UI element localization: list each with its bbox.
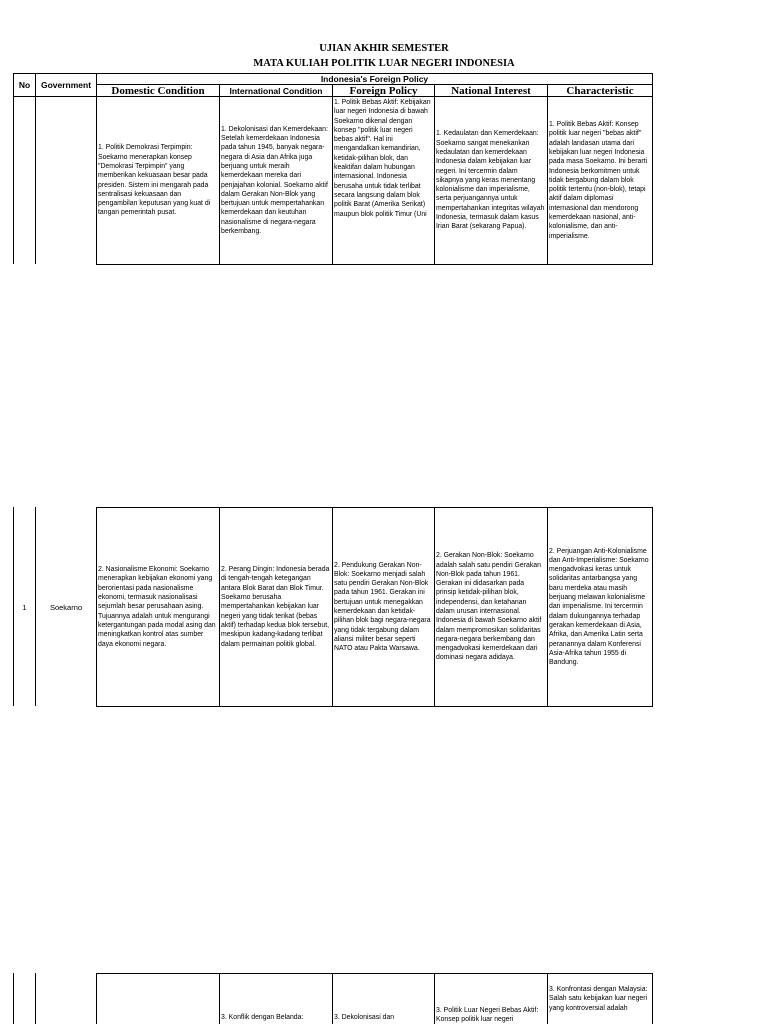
document-title: UJIAN AKHIR SEMESTER [319, 43, 449, 54]
col-divider-international [332, 973, 333, 1024]
col-divider-domestic [219, 973, 220, 1024]
table-border-right [652, 973, 653, 1024]
col-divider-national [547, 507, 548, 707]
col-divider-no [35, 73, 36, 264]
row-1-bottom-border [96, 264, 653, 265]
table-border-left [13, 73, 14, 264]
cell-international-condition: 2. Perang Dingin: Indonesia berada di tengah-tengah ketegangan antara Blok Barat dan Blok Timur. Soekarno berusaha mempertahankan kebijakan luar negeri yang tidak terikat (bebas aktif) terhadap kedua blok tersebut, meskipun kadang-kadang terlibat dalam permainan politik global. [221, 566, 330, 648]
cell-foreign-policy: 1. Politik Bebas Aktif: Kebijakan luar negeri Indonesia di bawah Soekarno dikenal dengan konsep "politik luar negeri bebas aktif". Hal ini mengandalkan kemandirian, ketidak-pilihan blok, dan keaktifan dalam hubungan internasional. Indonesia berusaha untuk tidak terlibat secara langsung dalam blok politik Barat (Amerika Serikat) maupun blok politik Timur (Uni [334, 99, 431, 218]
col-divider-foreign [434, 507, 435, 707]
table-border-right [652, 73, 653, 265]
cell-national-interest: 1. Kedaulatan dan Kemerdekaan: Soekarno sangat menekankan kedaulatan dan kemerdekaan Indonesia dalam kebijakan luar negeri. Ini tercermin dalam sikapnya yang keras menentang kolonialisme dan imperialisme, serta perjuangannya untuk mempertahankan integritas wilayah Indonesia, termasuk dalam kasus Irian Barat (sekarang Papua). [436, 130, 545, 231]
cell-foreign-policy: 2. Pendukung Gerakan Non-Blok: Soekarno menjadi salah satu pendiri Gerakan Non-Blok pada tahun 1961. Gerakan ini bertujuan untuk menegakkan kemerdekaan dan ketidak-pilihan blok bagi negara-negara yang tidak tergabung dalam aliansi militer besar seperti NATO atau Pakta Warsawa. [334, 561, 431, 653]
government-name: Soekarno [49, 602, 83, 612]
header-domestic-condition: Domestic Condition [111, 84, 205, 97]
header-no: No [18, 80, 31, 90]
cell-domestic-condition: 2. Nasionalisme Ekonomi: Soekarno menerapkan kebijakan ekonomi yang berorientasi pada nasionalisme ekonomi, termasuk nasionalisasi sejumlah besar perusahaan asing. Tujuannya adalah untuk mengurangi ketergantungan pada modal asing dan meningkatkan kontrol atas sumber daya ekonomi negara. [98, 566, 216, 648]
header-characteristic: Characteristic [566, 84, 634, 97]
header-indonesias-foreign-policy: Indonesia's Foreign Policy [320, 73, 429, 84]
col-divider-foreign [434, 84, 435, 265]
cell-domestic-condition [98, 1012, 218, 1024]
header-national-interest: National Interest [451, 84, 531, 97]
row-2-bottom-border [96, 706, 653, 707]
col-divider-domestic [219, 84, 220, 265]
col-divider-no [35, 973, 36, 1024]
col-divider-government [96, 973, 97, 1024]
header-foreign-policy: Foreign Policy [349, 84, 418, 97]
cell-national-interest: 3. Politik Luar Negeri Bebas Aktif: Konsep politik luar negeri [436, 1007, 539, 1024]
document-subtitle: MATA KULIAH POLITIK LUAR NEGERI INDONESIA [253, 58, 515, 69]
cell-international-condition: 1. Dekolonisasi dan Kemerdekaan: Setelah kemerdekaan Indonesia pada tahun 1945, banyak negara-negara di Asia dan Afrika juga berjuang untuk meraih kemerdekaan mereka dari penjajahan kolonial. Soekarno aktif dalam Gerakan Non-Blok yang bertujuan untuk mempertahankan kemerdekaan dan keutuhan nasionalisme di negara-negara berkembang. [221, 125, 328, 235]
cell-characteristic: 1. Politik Bebas Aktif: Konsep politik luar negeri "bebas aktif" adalah landasan utama dari kebijakan luar negeri Indonesia pada masa Soekarno. Ini berarti Indonesia berkomitmen untuk tidak bergabung dalam blok politik tertentu (non-blok), tetapi aktif dalam diplomasi internasional dan mendorong kemerdekaan nasional, anti-kolonialisme, dan anti-imperialisme. [549, 121, 648, 240]
col-divider-international [332, 507, 333, 707]
row-3-top-border [96, 973, 653, 974]
cell-characteristic: 2. Perjuangan Anti-Kolonialisme dan Anti-Imperialisme: Soekarno mengadvokasi keras untuk solidaritas antarbangsa yang baru merdeka atau masih berjuang melawan kolonialisme dan imperialisme. Ini tercermin dalam dukungannya terhadap gerakan kemerdekaan di Asia, Afrika, dan Amerika Latin serta peranannya dalam Konferensi Asia-Afrika tahun 1955 di Bandung. [549, 547, 649, 667]
header-international-condition: International Condition [229, 85, 323, 96]
col-divider-foreign [434, 973, 435, 1024]
col-divider-domestic [219, 507, 220, 707]
col-divider-international [332, 84, 333, 265]
cell-foreign-policy: 3. Dekolonisasi dan [334, 1014, 395, 1021]
table-border-right [652, 507, 653, 707]
row-number: 1 [22, 602, 27, 612]
table-border-left [13, 973, 14, 1024]
col-divider-government [96, 507, 97, 707]
cell-national-interest: 2. Gerakan Non-Blok: Soekarno adalah salah satu pendiri Gerakan Non-Blok pada tahun 1961. Gerakan ini didasarkan pada prinsip ketidak-pilihan blok, independensi, dan ketahanan dalam urusan internasional. Indonesia di bawah Soekarno aktif dalam mempromosikan solidaritas negara-negara berkembang dan mengadvokasi kemerdekaan dari dominasi negara adidaya. [436, 552, 542, 662]
cell-domestic-condition: 1. Politik Demokrasi Terpimpin: Soekarno menerapkan konsep "Demokrasi Terpimpin" yang memberikan kekuasaan besar pada presiden. Sistem ini mengarah pada sentralisasi kekuasaan dan pengambilan keputusan yang kuat di tangan pemerintah pusat. [98, 144, 211, 217]
header-government: Government [40, 80, 92, 90]
col-divider-government [96, 73, 97, 265]
col-divider-national [547, 973, 548, 1024]
col-divider-national [547, 84, 548, 265]
cell-international-condition: 3. Konflik dengan Belanda: [221, 1014, 304, 1021]
cell-characteristic: 3. Konfrontasi dengan Malaysia: Salah satu kebijakan luar negeri yang kontroversial adalah [549, 986, 648, 1012]
